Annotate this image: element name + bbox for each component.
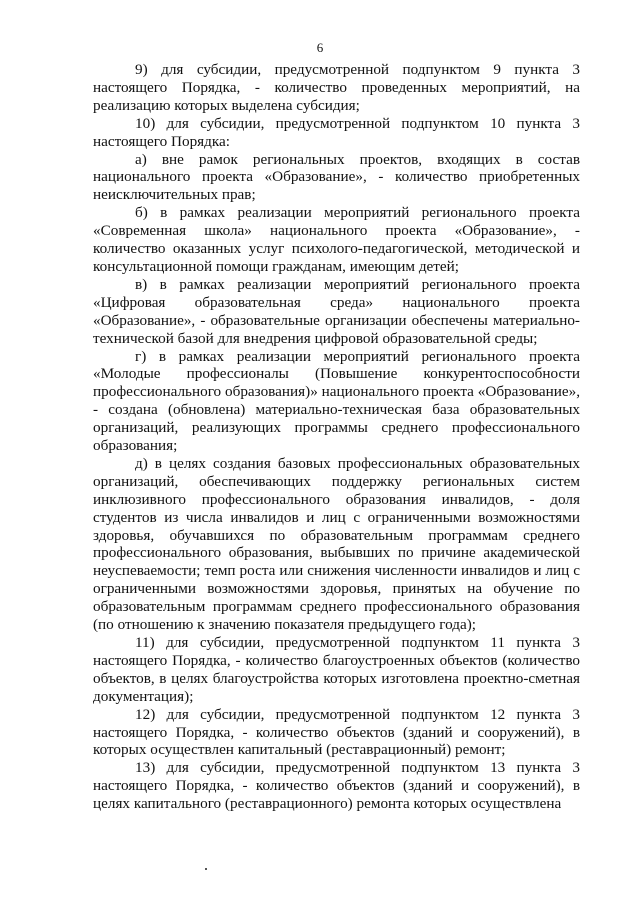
paragraph-10: 10) для субсидии, предусмотренной подпунктом 10 пункта 3 настоящего Порядка: xyxy=(93,114,580,150)
scan-speck xyxy=(205,868,207,870)
document-body xyxy=(93,61,580,813)
page-number: 6 xyxy=(316,40,324,55)
paragraph-9: 9) для субсидии, предусмотренной подпунктом 9 пункта 3 настоящего Порядка, - количество проведенных мероприятий, на реализацию которых выделена субсидия; xyxy=(93,61,580,114)
paragraph-11: 11) для субсидии, предусмотренной подпунктом 11 пункта 3 настоящего Порядка, - количество благоустроенных объектов (количество объектов, в целях благоустройства которых изготовлена проектно-сметная документация); xyxy=(93,634,580,705)
paragraph-13: 13) для субсидии, предусмотренной подпунктом 13 пункта 3 настоящего Порядка, - количество объектов (зданий и сооружений), в целях капитального (реставрационного) ремонта которых осуществлена xyxy=(93,759,580,813)
paragraph-10a: а) вне рамок региональных проектов, входящих в состав национального проекта «Образование», - количество приобретенных неисключительных прав; xyxy=(93,150,580,204)
paragraph-10v: в) в рамках реализации мероприятий регионального проекта «Цифровая образовательная среда» национального проекта «Образование», - образовательные организации обеспечены материально-технической базой для внедрения цифровой образовательной среды; xyxy=(93,275,580,347)
paragraph-10d: д) в целях создания базовых профессиональных образовательных организаций, обеспечивающих поддержку региональных систем инклюзивного профессионального образования инвалидов, - доля студентов из числа инвалидов и лиц с ограниченными возможностями здоровья, обучавшихся по образовательным программам среднего профессионального образования, выбывших по причине академической неуспеваемости; темп роста или снижения численности инвалидов и лиц с ограниченными возможностями здоровья, принятых на обучение по образовательным программам среднего профессионального образования (по отношению к значению показателя предыдущего года); xyxy=(93,454,580,634)
paragraph-12: 12) для субсидии, предусмотренной подпунктом 12 пункта 3 настоящего Порядка, - количество объектов (зданий и сооружений), в которых осуществлен капитальный (реставрационный) ремонт; xyxy=(93,705,580,759)
paragraph-10g: г) в рамках реализации мероприятий регионального проекта «Молодые профессионалы (Повышение конкурентоспособности профессионального образования)» национального проекта «Образование», - создана (обновлена) материально-техническая база образовательных организаций, реализующих программы среднего профессионального образования; xyxy=(93,347,580,455)
paragraph-10b: б) в рамках реализации мероприятий регионального проекта «Современная школа» национального проекта «Образование», - количество оказанных услуг психолого-педагогической, методической и консультационной помощи гражданам, имеющим детей; xyxy=(93,204,580,275)
